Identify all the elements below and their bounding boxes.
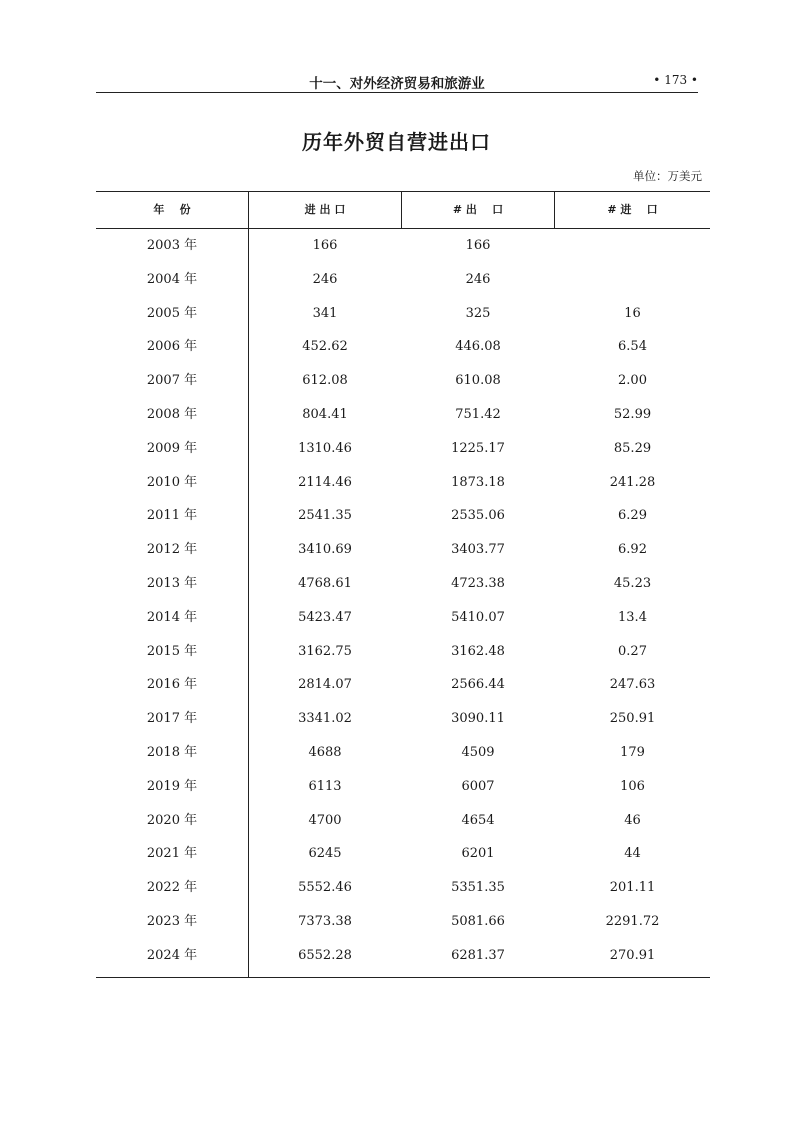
year-cell: 2024 年 <box>146 947 198 963</box>
import-cell <box>555 229 710 263</box>
year-cell: 2015 年 <box>146 643 198 659</box>
import-cell: 45.23 <box>613 575 652 591</box>
total-cell: 804.41 <box>302 406 348 422</box>
header-year: 年 份 <box>153 203 191 216</box>
year-cell: 2019 年 <box>146 778 198 794</box>
table-row <box>96 702 710 736</box>
total-cell: 5552.46 <box>298 880 352 896</box>
export-cell: 5081.66 <box>451 913 505 929</box>
import-cell: 16 <box>624 305 641 321</box>
year-cell: 2020 年 <box>146 812 198 828</box>
total-cell: 341 <box>312 305 338 321</box>
export-cell: 4723.38 <box>451 575 505 591</box>
header-total: 进 出 口 <box>304 203 346 216</box>
year-cell: 2018 年 <box>146 744 198 760</box>
year-cell: 2021 年 <box>146 846 198 862</box>
export-cell: 610.08 <box>455 373 501 389</box>
table-row <box>96 837 710 871</box>
header-divider <box>554 192 555 228</box>
table-header-row <box>96 192 710 229</box>
table-row <box>96 229 710 263</box>
table-row <box>96 635 710 669</box>
table-row <box>96 770 710 804</box>
total-cell: 1310.46 <box>298 440 352 456</box>
header-divider <box>401 192 402 228</box>
export-cell: 2535.06 <box>451 508 505 524</box>
export-cell: 5410.07 <box>451 609 505 625</box>
import-cell: 270.91 <box>609 947 656 963</box>
year-cell: 2014 年 <box>146 609 198 625</box>
total-cell: 612.08 <box>302 373 348 389</box>
table-row <box>96 398 710 432</box>
import-cell <box>555 263 710 297</box>
table-row <box>96 905 710 939</box>
table-row <box>96 668 710 702</box>
total-cell: 166 <box>312 238 338 253</box>
import-cell: 241.28 <box>609 474 656 490</box>
export-cell: 446.08 <box>455 339 501 355</box>
table-row <box>96 567 710 601</box>
unit-label: 单位：万美元 <box>633 169 702 183</box>
export-cell: 166 <box>465 238 491 253</box>
section-title: 十一、对外经济贸易和旅游业 <box>309 76 485 92</box>
export-cell: 6007 <box>461 778 495 794</box>
year-cell: 2005 年 <box>146 305 198 321</box>
export-cell: 6201 <box>461 846 495 862</box>
header-export: # 出 口 <box>452 203 504 216</box>
running-header <box>96 70 698 93</box>
total-cell: 246 <box>312 271 338 287</box>
table-row <box>96 804 710 838</box>
export-cell: 3403.77 <box>451 542 505 558</box>
export-cell: 4509 <box>461 744 495 760</box>
page-title: 历年外贸自营进出口 <box>302 130 491 154</box>
total-cell: 2114.46 <box>298 474 352 490</box>
table-row <box>96 736 710 770</box>
year-cell: 2007 年 <box>146 373 198 389</box>
table-row <box>96 601 710 635</box>
import-cell: 2.00 <box>618 373 647 389</box>
import-cell: 201.11 <box>609 880 656 896</box>
table-row <box>96 263 710 297</box>
total-cell: 3341.02 <box>298 711 352 727</box>
year-cell: 2013 年 <box>146 575 198 591</box>
export-cell: 246 <box>465 271 491 287</box>
export-cell: 4654 <box>461 812 495 828</box>
table-body <box>96 229 710 973</box>
table-row <box>96 364 710 398</box>
export-cell: 325 <box>465 305 491 321</box>
table-row <box>96 533 710 567</box>
total-cell: 452.62 <box>302 339 348 355</box>
import-cell: 13.4 <box>618 609 647 625</box>
total-cell: 7373.38 <box>298 913 352 929</box>
import-cell: 247.63 <box>609 677 656 693</box>
trade-table <box>96 191 710 978</box>
export-cell: 6281.37 <box>451 947 505 963</box>
year-cell: 2006 年 <box>146 339 198 355</box>
import-cell: 6.92 <box>618 542 647 558</box>
year-cell: 2010 年 <box>146 474 198 490</box>
header-import: # 进 口 <box>607 203 658 216</box>
total-cell: 4688 <box>308 744 342 760</box>
import-cell: 52.99 <box>613 406 652 422</box>
export-cell: 5351.35 <box>451 880 505 896</box>
import-cell: 6.54 <box>618 339 647 355</box>
export-cell: 2566.44 <box>451 677 505 693</box>
total-cell: 5423.47 <box>298 609 352 625</box>
year-cell: 2022 年 <box>146 880 198 896</box>
year-cell: 2011 年 <box>146 508 198 524</box>
export-cell: 1873.18 <box>451 474 505 490</box>
import-cell: 179 <box>620 744 645 760</box>
import-cell: 85.29 <box>613 440 652 456</box>
import-cell: 44 <box>624 846 641 862</box>
table-row <box>96 871 710 905</box>
year-cell: 2016 年 <box>146 677 198 693</box>
total-cell: 6552.28 <box>298 947 352 963</box>
total-cell: 2541.35 <box>298 508 352 524</box>
import-cell: 6.29 <box>618 508 647 524</box>
table-row <box>96 297 710 331</box>
year-cell: 2004 年 <box>146 271 198 287</box>
import-cell: 2291.72 <box>605 913 660 929</box>
total-cell: 2814.07 <box>298 677 352 693</box>
total-cell: 6245 <box>308 846 342 862</box>
table-row <box>96 330 710 364</box>
year-cell: 2023 年 <box>146 913 198 929</box>
export-cell: 751.42 <box>455 406 501 422</box>
year-cell: 2012 年 <box>146 542 198 558</box>
total-cell: 3162.75 <box>298 643 352 659</box>
export-cell: 3162.48 <box>451 643 505 659</box>
total-cell: 3410.69 <box>298 542 352 558</box>
export-cell: 1225.17 <box>451 440 505 456</box>
year-cell: 2008 年 <box>146 406 198 422</box>
total-cell: 6113 <box>308 778 342 794</box>
export-cell: 3090.11 <box>451 711 505 727</box>
page-number: • 173 • <box>653 73 698 87</box>
table-row <box>96 499 710 533</box>
table-row <box>96 466 710 500</box>
import-cell: 0.27 <box>618 643 647 659</box>
total-cell: 4700 <box>308 812 342 828</box>
year-cell: 2003 年 <box>146 238 198 253</box>
import-cell: 106 <box>620 778 645 794</box>
year-cell: 2017 年 <box>146 711 198 727</box>
table-row <box>96 939 710 973</box>
table-row <box>96 432 710 466</box>
import-cell: 250.91 <box>609 711 656 727</box>
import-cell: 46 <box>624 812 641 828</box>
total-cell: 4768.61 <box>298 575 352 591</box>
year-cell: 2009 年 <box>146 440 198 456</box>
